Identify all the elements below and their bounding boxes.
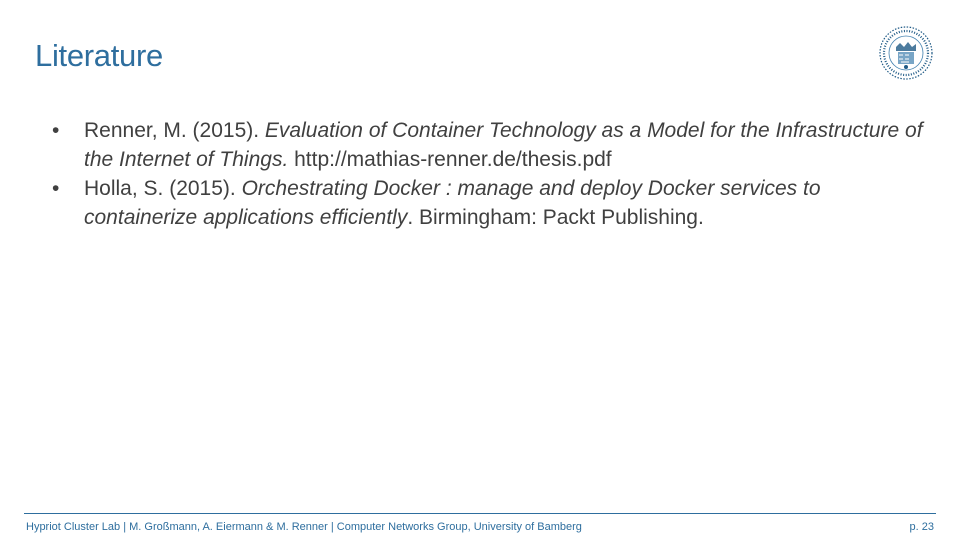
reference-source: http://mathias-renner.de/thesis.pdf (288, 148, 612, 171)
reference-list (52, 116, 932, 232)
footer-text: Hypriot Cluster Lab | M. Großmann, A. Eiermann & M. Renner | Computer Networks Group, University of Bamberg (26, 521, 582, 533)
bullet: • (52, 177, 60, 200)
reference-source: . Birmingham: Packt Publishing. (407, 206, 704, 229)
reference-authors: Holla, S. (2015). (84, 177, 242, 200)
footer-divider (24, 513, 936, 514)
reference-title: Evaluation of Container Technology as a Model for the Infrastructure of the Internet of Things. (84, 119, 923, 171)
university-seal-icon (878, 25, 934, 81)
reference-title: Orchestrating Docker : manage and deploy Docker services to containerize applications efficiently (84, 177, 821, 229)
slide-title: Literature (35, 38, 163, 73)
reference-item (52, 116, 932, 174)
bullet: • (52, 119, 60, 142)
reference-authors: Renner, M. (2015). (84, 119, 265, 142)
page-number: p. 23 (909, 521, 934, 533)
reference-item (52, 174, 932, 232)
